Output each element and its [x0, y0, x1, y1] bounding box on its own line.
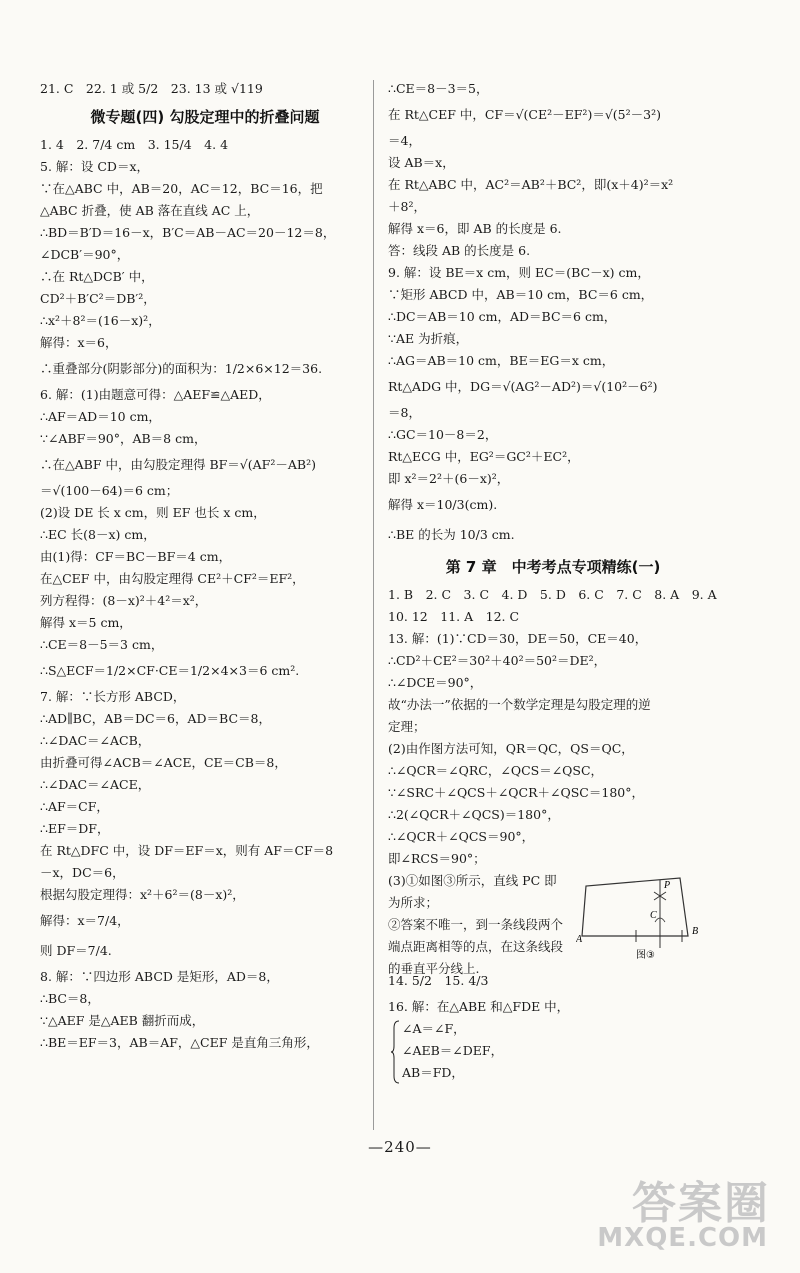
- text-line: ∴AF＝CF，: [40, 799, 109, 814]
- text-line: 7. 解：∵长方形 ABCD，: [40, 689, 186, 704]
- section-heading: 微专题(四) 勾股定理中的折叠问题: [90, 108, 320, 126]
- text-line: ∴BE＝EF＝3，AB＝AF，△CEF 是直角三角形，: [40, 1035, 319, 1050]
- text-line: (2)设 DE 长 x cm，则 EF 也长 x cm，: [40, 505, 266, 520]
- text-line: 由(1)得：CF＝BC－BF＝4 cm，: [40, 549, 232, 564]
- text-line: ＋8²，: [388, 199, 426, 214]
- text-line: ∴∠DAC＝∠ACE，: [40, 777, 151, 792]
- text-line: 8. 解：∵四边形 ABCD 是矩形，AD＝8，: [40, 969, 279, 984]
- label-c: C: [650, 910, 657, 921]
- text-line: 14. 5/2 15. 4/3: [388, 973, 489, 988]
- text-line: ∴在 Rt△DCB′ 中，: [40, 269, 154, 284]
- text-line: 故“办法一”依据的一个数学定理是勾股定理的逆: [388, 697, 651, 712]
- text-line: ∴∠QCR＝∠QRC，∠QCS＝∠QSC，: [388, 763, 604, 778]
- text-line: ∴BD＝B′D＝16－x，B′C＝AB－AC＝20－12＝8，: [40, 225, 336, 240]
- column-divider: [373, 80, 374, 1130]
- text-line: 则 DF＝7/4.: [40, 943, 112, 958]
- text-line: ∴在△ABF 中，由勾股定理得 BF＝√(AF²－AB²): [40, 457, 316, 472]
- text-line: －x，DC＝6，: [40, 865, 125, 880]
- figure-block: [388, 870, 718, 976]
- text-line: ∴GC＝10－8＝2，: [388, 427, 498, 442]
- brace-lines: [402, 1018, 718, 1084]
- text-line: 在 Rt△CEF 中，CF＝√(CE²－EF²)＝√(5²－3²): [388, 107, 661, 122]
- text-line: ∴AD∥BC，AB＝DC＝6，AD＝BC＝8，: [40, 711, 271, 726]
- text-line: 解得：x＝7/4，: [40, 913, 130, 928]
- text-line: ∴重叠部分(阴影部分)的面积为：1/2×6×12＝36.: [40, 361, 323, 376]
- text-line: ∴CE＝8－5＝3 cm，: [40, 637, 164, 652]
- text-line: ∴EC 长(8－x) cm，: [40, 527, 156, 542]
- text-line: ＝8，: [388, 405, 421, 420]
- brace-line: ∠AEB＝∠DEF，: [402, 1043, 504, 1058]
- text-line: ＝4，: [388, 133, 421, 148]
- text-line: CD²＋B′C²＝DB′²，: [40, 291, 156, 306]
- watermark-title: 答案圈: [632, 1178, 770, 1229]
- text-line: Rt△ECG 中，EG²＝GC²＋EC²，: [388, 449, 580, 464]
- text-line: 1. B 2. C 3. C 4. D 5. D 6. C 7. C 8. A 9. A: [388, 587, 717, 602]
- text-line: ∴DC＝AB＝10 cm，AD＝BC＝6 cm，: [388, 309, 617, 324]
- text-line: ∴S△ECF＝1/2×CF·CE＝1/2×4×3＝6 cm².: [40, 663, 300, 678]
- figure-text-line: 为所求；: [388, 895, 439, 910]
- figure-text-line: 端点距离相等的点，在这条线段: [388, 939, 564, 954]
- text-line: ∴x²＋8²＝(16－x)²，: [40, 313, 161, 328]
- text-line: 设 AB＝x，: [388, 155, 455, 170]
- text-line: 在△CEF 中，由勾股定理得 CE²＋CF²＝EF²，: [40, 571, 305, 586]
- text-line: ∴CE＝8－3＝5，: [388, 81, 489, 96]
- text-line: 5. 解：设 CD＝x，: [40, 159, 150, 174]
- label-a: A: [576, 934, 583, 945]
- text-line: ＝√(100－64)＝6 cm；: [40, 483, 179, 498]
- text-line: 解得 x＝6，即 AB 的长度是 6.: [388, 221, 562, 236]
- right-column-top: [388, 78, 718, 870]
- text-line: ∵AE 为折痕，: [388, 331, 469, 346]
- text-line: ∵矩形 ABCD 中，AB＝10 cm，BC＝6 cm，: [388, 287, 654, 302]
- text-line: ∴CD²＋CE²＝30²＋40²＝50²＝DE²，: [388, 653, 607, 668]
- text-line: 即∠RCS＝90°；: [388, 851, 486, 866]
- text-line: 16. 解：在△ABE 和△FDE 中，: [388, 999, 570, 1014]
- figure-3-diagram: [576, 870, 706, 962]
- text-line: 21. C 22. 1 或 5/2 23. 13 或 √119: [40, 81, 263, 96]
- text-line: 在 Rt△DFC 中，设 DF＝EF＝x，则有 AF＝CF＝8: [40, 843, 334, 858]
- text-line: △ABC 折叠，使 AB 落在直线 AC 上，: [40, 203, 260, 218]
- text-line: 6. 解：(1)由题意可得：△AEF≌△AED，: [40, 387, 271, 402]
- text-line: ∴BE 的长为 10/3 cm.: [388, 527, 515, 542]
- text-line: 解得 x＝10/3(cm).: [388, 497, 498, 512]
- brace-line: AB＝FD，: [402, 1065, 464, 1080]
- text-line: ∵∠SRC＋∠QCS＋∠QCR＋∠QSC＝180°，: [388, 785, 644, 800]
- right-column: [388, 78, 718, 1084]
- label-p: P: [664, 880, 671, 891]
- text-line: 在 Rt△ABC 中，AC²＝AB²＋BC²，即(x＋4)²＝x²: [388, 177, 674, 192]
- text-line: ∴2(∠QCR＋∠QCS)＝180°，: [388, 807, 560, 822]
- figure-text-line: 的垂直平分线上.: [388, 961, 480, 976]
- text-line: ∴AF＝AD＝10 cm，: [40, 409, 161, 424]
- figure-text: [388, 870, 578, 980]
- watermark-url: MXQE.COM: [597, 1223, 768, 1253]
- text-line: ∠DCB′＝90°，: [40, 247, 130, 262]
- text-line: ∵△AEF 是△AEB 翻折而成，: [40, 1013, 205, 1028]
- section-heading: 第 7 章 中考考点专项精练(一): [445, 558, 661, 576]
- text-line: 1. 4 2. 7/4 cm 3. 15/4 4. 4: [40, 137, 229, 152]
- left-brace-icon: [390, 1020, 400, 1084]
- text-line: 根据勾股定理得：x²＋6²＝(8－x)²，: [40, 887, 245, 902]
- text-line: (2)由作图方法可知，QR＝QC，QS＝QC，: [388, 741, 634, 756]
- text-line: ∴∠DCE＝90°，: [388, 675, 483, 690]
- label-b: B: [692, 926, 699, 937]
- left-column: [40, 78, 370, 1054]
- figure-text-line: (3)①如图③所示，直线 PC 即: [388, 873, 557, 888]
- text-line: 定理；: [388, 719, 426, 734]
- text-line: 13. 解：(1)∵CD＝30，DE＝50，CE＝40，: [388, 631, 648, 646]
- text-line: 解得 x＝5 cm，: [40, 615, 132, 630]
- text-line: ∴AG＝AB＝10 cm，BE＝EG＝x cm，: [388, 353, 615, 368]
- text-line: 由折叠可得∠ACB＝∠ACE，CE＝CB＝8，: [40, 755, 287, 770]
- figure-text-line: ②答案不唯一，到一条线段两个: [388, 917, 564, 932]
- page-number: —240—: [368, 1138, 432, 1156]
- watermark-logo: [546, 1167, 776, 1253]
- text-line: ∴∠DAC＝∠ACB，: [40, 733, 151, 748]
- text-line: 答：线段 AB 的长度是 6.: [388, 243, 531, 258]
- text-line: Rt△ADG 中，DG＝√(AG²－AD²)＝√(10²－6²): [388, 379, 658, 394]
- text-line: 解得：x＝6，: [40, 335, 118, 350]
- congruence-conditions: [388, 1018, 718, 1084]
- text-line: ∴EF＝DF，: [40, 821, 110, 836]
- text-line: 10. 12 11. A 12. C: [388, 609, 520, 624]
- text-line: 即 x²＝2²＋(6－x)²，: [388, 471, 510, 486]
- text-line: ∵∠ABF＝90°，AB＝8 cm，: [40, 431, 207, 446]
- text-line: 9. 解：设 BE＝x cm，则 EC＝(BC－x) cm，: [388, 265, 650, 280]
- brace-line: ∠A＝∠F，: [402, 1021, 466, 1036]
- text-line: ∴BC＝8，: [40, 991, 100, 1006]
- quadrilateral-shape: [582, 878, 688, 936]
- text-line: ∵在△ABC 中，AB＝20，AC＝12，BC＝16，把: [40, 181, 323, 196]
- text-line: 列方程得：(8－x)²＋4²＝x²，: [40, 593, 208, 608]
- figure-caption: 图③: [636, 950, 655, 961]
- text-line: ∴∠QCR＋∠QCS＝90°，: [388, 829, 535, 844]
